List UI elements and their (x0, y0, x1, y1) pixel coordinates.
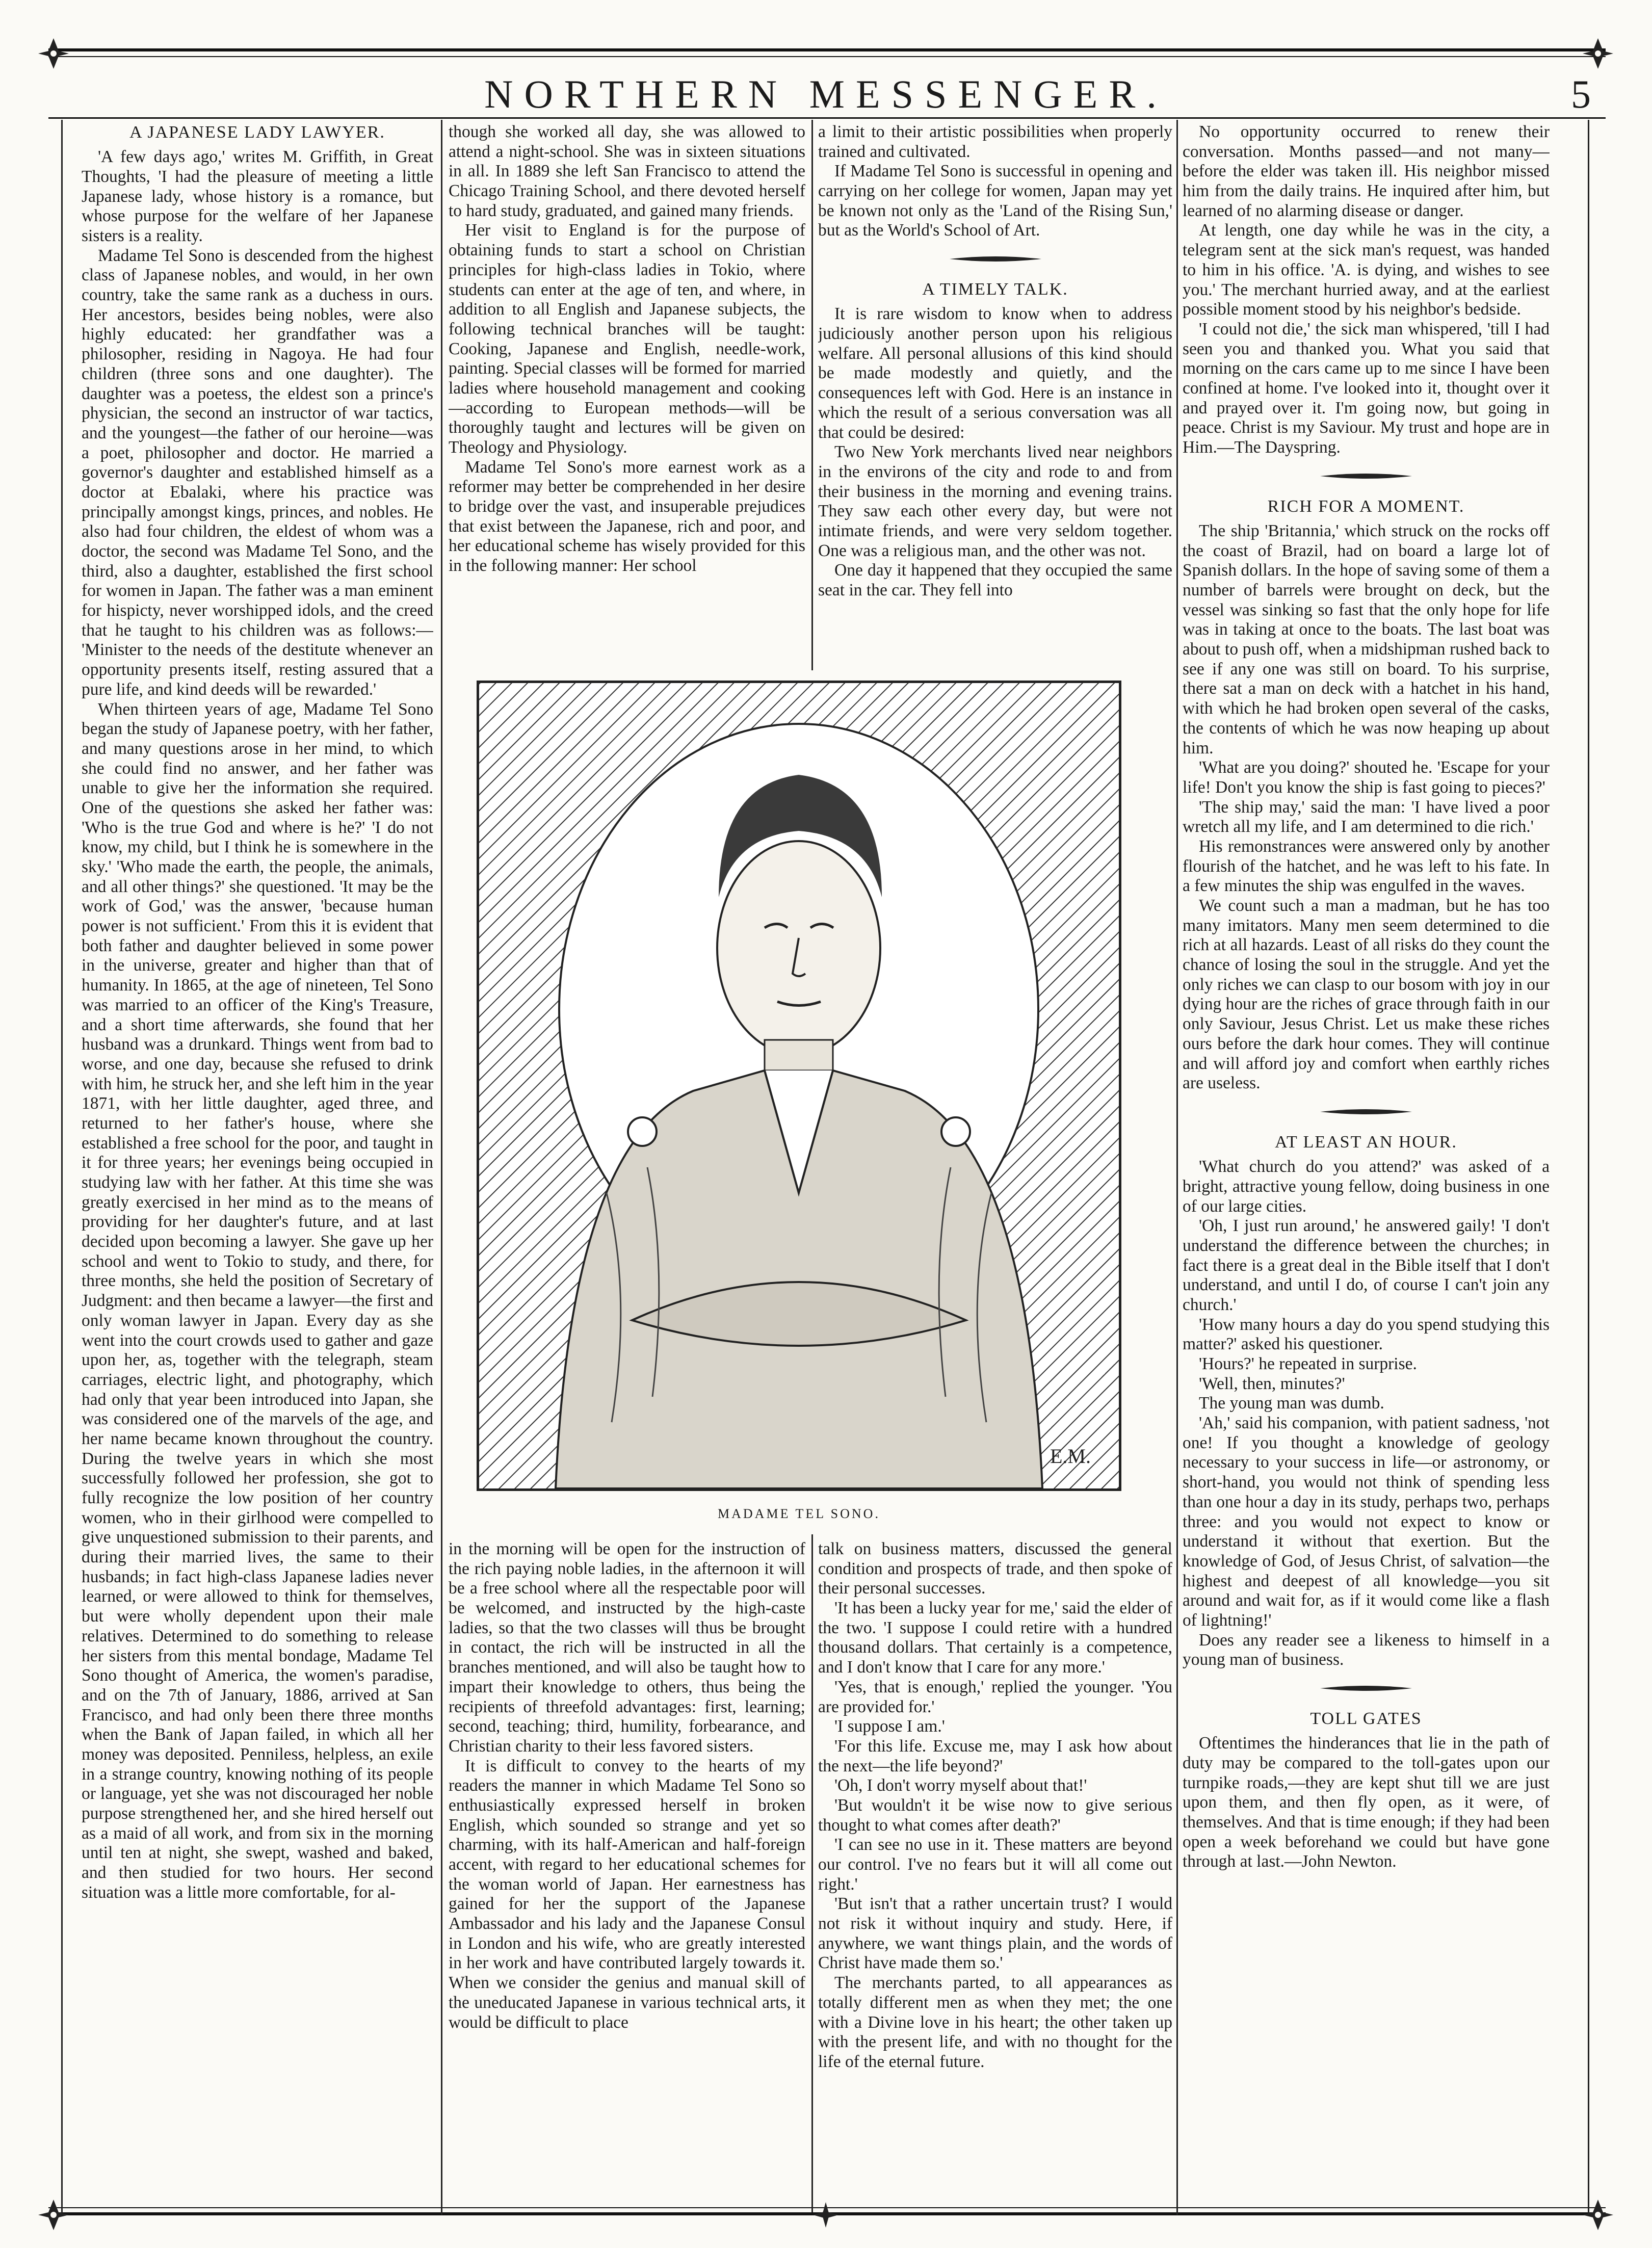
paragraph: Her visit to England is for the purpose of obtaining funds to start a school on Christian principles for high-class ladies in Tokio, where students can enter at the age of ten, and where, in addition to all English and Japanese subjects, the following technical branches will be taught: Cooking, Japanese and English, needle-work, painting. Special classes will be formed for married ladies where household management and cooking—according to European methods—will be thoroughly taught and lectures will be given on Theology and Physiology. (449, 221, 805, 457)
paragraph: At length, one day while he was in the city, a telegram sent at the sick man's request, was handed to him in his office. 'A. is dying, and wishes to see you.' The merchant hurried away, and at the earliest possible moment stood by his neighbor's bedside. (1183, 221, 1550, 319)
paragraph: The merchants parted, to all appearances as totally different men as when they met; the one with a Divine love in his heart; the other taken up with the present life, and with no thought for the life of the eternal future. (818, 1973, 1172, 2071)
column-rule-2b (811, 1534, 813, 2212)
paragraph: 'For this life. Excuse me, may I ask how about the next—the life beyond?' (818, 1736, 1172, 1775)
article-title-timely-talk: A TIMELY TALK. (922, 280, 1068, 299)
paragraph: The ship 'Britannia,' which struck on the rocks off the coast of Brazil, had on board a large lot of Spanish dollars. In the hope of saving some of them a number of barrels were brought on deck, but the vessel was sinking so fast that the only hope for life was in taking at once to the boats. The last boat was about to push off, when a midshipman rushed back to see if any one was still on board. To his surprise, there sat a man on deck with a hatchet in his hand, with which he had broken open several of the casks, the contents of which he was now heaping up about him. (1183, 521, 1550, 757)
paragraph: in the morning will be open for the instruction of the rich paying noble ladies, in the afternoon it will be a free school where all the respectable poor will be welcomed, and instructed by the high-caste ladies, so that the two classes will thus be brought in contact, the rich will be instructed in all the branches mentioned, and will also be taught how to impart their knowledge to others, thus being the recipients of threefold advantages: first, learning; second, teaching; third, humility, forbearance, and Christian charity to their less favored sisters. (449, 1539, 805, 1756)
paragraph: 'I could not die,' the sick man whispered, 'till I had seen you and thanked you. What you said that morning on the cars came up to me since I have been confined at home. I've looked into it, thought over it and prayed over it. I'm going now, but going in peace. Christ is my Saviour. My trust and hope are in Him.—The Dayspring. (1183, 319, 1550, 457)
top-rule-thick (48, 48, 1606, 51)
paragraph: 'It has been a lucky year for me,' said the elder of the two. 'I suppose I could retire with a hundred thousand dollars. That certainly is a competence, and I don't know that I care for any more.' (818, 1599, 1172, 1677)
article-title-least-hour: AT LEAST AN HOUR. (1275, 1132, 1457, 1152)
paragraph: We count such a man a madman, but he has too many imitators. Many men seem determined to die rich at all hazards. Least of all risks do they count the chance of losing the soul in the struggle. And yet the only riches we can clasp to our bosom with joy in our dying hour are the riches of grace through faith in our only Saviour, Jesus Christ. Let us make these riches ours before the dark hour comes. They will continue and will afford joy and comfort when earthly riches are useless. (1183, 896, 1550, 1093)
paragraph: Two New York merchants lived near neighbors in the environs of the city and rode to and from their business in the morning and evening trains. They saw each other every day, but were not intimate friends, and were very seldom together. One was a religious man, and the other was not. (818, 442, 1172, 560)
paragraph: 'But wouldn't it be wise now to give serious thought to what comes after death?' (818, 1795, 1172, 1835)
masthead-title: NORTHERN MESSENGER. (484, 72, 1168, 116)
paragraph: It is rare wisdom to know when to address judiciously another person upon his religious welfare. All personal allusions of this kind should be made modestly and quietly, and the consequences left with God. Here is an instance in which the result of a serious conversation was all that could be desired: (818, 304, 1172, 442)
paragraph: 'Hours?' he repeated in surprise. (1199, 1354, 1417, 1374)
paragraph: If Madame Tel Sono is successful in opening and carrying on her college for women, Japan may yet be known not only as the 'Land of the Rising Sun,' but as the World's School of Art. (818, 162, 1172, 240)
right-border (1588, 120, 1589, 2215)
column-3-top (818, 122, 1172, 663)
paragraph: talk on business matters, discussed the general condition and prospects of trade, and then spoke of their personal successes. (818, 1539, 1172, 1598)
section-divider-icon (1320, 471, 1412, 481)
header-rule (48, 117, 1606, 119)
paragraph: Does any reader see a likeness to himself in a young man of business. (1183, 1630, 1550, 1669)
paragraph: One day it happened that they occupied the same seat in the car. They fell into (818, 561, 1172, 600)
column-2-top (449, 122, 805, 663)
paragraph: 'How many hours a day do you spend studying this matter?' asked his questioner. (1183, 1315, 1550, 1354)
column-rule-1 (441, 120, 442, 2215)
portrait-engraving-icon (479, 683, 1119, 1488)
column-3-bottom (818, 1539, 1172, 2202)
section-divider-icon (1320, 1107, 1412, 1117)
paragraph: a limit to their artistic possibilities when properly trained and cultivated. (818, 122, 1172, 161)
paragraph: His remonstrances were answered only by another flourish of the hatchet, and he was left to his fate. In a few minutes the ship was engulfed in the waves. (1183, 837, 1550, 896)
paragraph: Madame Tel Sono is descended from the highest class of Japanese nobles, and would, in her own country, take the same rank as a duchess in ours. Her ancestors, besides being nobles, were also highly educated: her grandfather was a philosopher, residing in Nagoya. He had four children (three sons and one daughter). The daughter was a poetess, the eldest son a prince's physician, the second an instructor of war tactics, and the youngest—the father of our heroine—was a poet, philosopher and doctor. He married a governor's daughter and established himself as a doctor at Ebalaki, where his practice was principally amongst kings, princes, and nobles. He also had four children, the eldest of whom was a doctor, the second was Madame Tel Sono, and the third, also a daughter, established the first school for women in Japan. The father was a man eminent for hispicty, never worshipped idols, and the creed that he taught to his children was as follows:— 'Minister to the needs of the destitute whenever an opportunity presents itself, resting assured that a pure life, and kind deeds will be rewarded.' (82, 246, 433, 699)
paragraph: 'Ah,' said his companion, with patient sadness, 'not one! If you thought a knowledge of geology necessary to your success in life—or astronomy, or short-hand, you would not think of spending less than one hour a day in its study, perhaps two, perhaps three: and you would not expect to know or understand it without that exertion. But the knowledge of God, of Jesus Christ, of salvation—the highest and deepest of all knowledge—you sit around and wait for, as if it would come like a flash of lightning!' (1183, 1414, 1550, 1630)
article-title-lady-lawyer: A JAPANESE LADY LAWYER. (129, 123, 385, 142)
paragraph: 'I suppose I am.' (834, 1717, 945, 1736)
illustration-caption: MADAME TEL SONO. (718, 1506, 880, 1521)
paragraph: 'Oh, I don't worry myself about that!' (834, 1776, 1087, 1795)
paragraph: It is difficult to convey to the hearts of my readers the manner in which Madame Tel Sono so enthusiastically expressed herself in broken English, which sounded so strange and yet so charming, with its half-American and half-foreign accent, with regard to her educational schemes for the woman world of Japan. Her earnestness has gained for her the support of the Japanese Ambassador and his lady and the Japanese Consul in London and his wife, who are greatly interested in her work and have contributed largely towards it. When we consider the genius and manual skill of the uneducated Japanese in various technical arts, it would be difficult to place (449, 1756, 805, 2032)
portrait-illustration (477, 681, 1121, 1491)
corner-ornament-icon (1580, 2197, 1616, 2233)
column-4 (1183, 122, 1550, 2197)
paragraph: When thirteen years of age, Madame Tel Sono began the study of Japanese poetry, with her father, and many questions arose in her mind, to which she could find no answer, and her father was unable to give her the information she required. One of the questions she asked her father was: 'Who is the true God and where is he?' 'I do not know, my child, but I think he is somewhere in the sky.' 'Who made the earth, the people, the animals, and all other things?' she questioned. 'It may be the work of God,' was the answer, 'because human power is not sufficient.' From this it is evident that both father and daughter believed in some power in the universe, greater and higher than that of humanity. In 1865, at the age of nineteen, Tel Sono was married to an officer of the King's Treasure, and a short time afterwards, she found that her husband was a drunkard. Things went from bad to worse, and one day, because she refused to drink with him, he struck her, and she left him in the year 1871, with her little daughter, aged three, and returned to her father's house, where she established a free school for the poor, and taught in it for three years; her evenings being occupied in studying law with her father. At this time she was greatly exercised in her mind as to the means of providing for her daughter's future, and at last decided upon becoming a lawyer. She gave up her school and went to Tokio to study, and there, for three months, she held the position of Secretary of Judgment: and then became a lawyer—the first and only woman lawyer in Japan. Every day as she went into the court crowds used to gather and gaze upon her, as, together with the telegraph, steam carriages, electric light, and photography, which had only that year been introduced into Japan, she was considered one of the marvels of the age, and her name became known throughout the country. During the twelve years in which she most successfully followed her profession, she got to fully recognize the low position of her country women, who in their girlhood were compelled to give unquestioned submission to their parents, and during their married lives, the same to their husbands; in fact high-class Japanese ladies never learned, or were allowed to think for themselves, but were wholly dependent upon their male relatives. Determined to do something to release her sisters from this mental bondage, Madame Tel Sono thought of America, the women's paradise, and on the 7th of January, 1886, arrived at San Francisco, and had only been there three months when the Bank of Japan failed, in which all her money was deposited. Penniless, helpless, an exile in a strange country, knowing nothing of its people or language, yet she was not discouraged her noble purpose strengthened her, and she hired herself out as a maid of all work, and from six in the morning until ten at night, she swept, washed and baked, and then studied for two hours. Her second situation was a little more comfortable, for al- (82, 699, 433, 1902)
column-2-bottom (449, 1539, 805, 2202)
paragraph: 'Well, then, minutes?' (1199, 1374, 1345, 1393)
paragraph: Oftentimes the hinderances that lie in the path of duty may be compared to the toll-gates upon our turnpike roads,—they are kept shut till we are just upon them, and then fly open, as it were, of themselves. And that is time enough; if they had been open a week beforehand we could but have gone through at last.—John Newton. (1183, 1734, 1550, 1871)
paragraph: though she worked all day, she was allowed to attend a night-school. She was in sixteen situations in all. In 1889 she left San Francisco to attend the Chicago Training School, and there devoted herself to hard study, graduated, and gained many friends. (449, 122, 805, 220)
top-rule-thin (48, 56, 1606, 57)
article-title-rich-moment: RICH FOR A MOMENT. (1267, 496, 1465, 516)
bottom-center-ornament-icon (808, 2197, 844, 2233)
column-rule-2 (811, 120, 813, 670)
corner-ornament-icon (36, 2197, 71, 2233)
paragraph: 'Oh, I just run around,' he answered gaily! 'I don't understand the difference between the churches; in fact there is a great deal in the Bible itself that I don't understand, and until I do, of course I can't join any church.' (1183, 1216, 1550, 1314)
monogram: E.M. (1050, 1445, 1091, 1468)
column-rule-3 (1176, 120, 1178, 2215)
paragraph: Madame Tel Sono's more earnest work as a reformer may better be comprehended in her desire to bridge over the vast, and insuperable prejudices that exist between the Japanese, rich and poor, and her educational scheme has wisely provided for this in the following manner: Her school (449, 457, 805, 576)
paragraph: 'What are you doing?' shouted he. 'Escape for your life! Don't you know the ship is fast going to pieces?' (1183, 758, 1550, 797)
left-border (61, 120, 63, 2215)
column-1 (82, 122, 433, 2197)
paragraph: 'Yes, that is enough,' replied the younger. 'You are provided for.' (818, 1677, 1172, 1716)
corner-ornament-icon (1580, 36, 1616, 71)
paragraph: 'The ship may,' said the man: 'I have lived a poor wretch all my life, and I am determined to die rich.' (1183, 797, 1550, 837)
paragraph: 'What church do you attend?' was asked of a bright, attractive young fellow, doing business in one of our large cities. (1183, 1157, 1550, 1216)
article-title-toll-gates: TOLL GATES (1310, 1709, 1422, 1729)
paragraph: 'But isn't that a rather uncertain trust? I would not risk it without inquiry and study. Here, if anywhere, we want things plain, and the words of Christ have made them so.' (818, 1894, 1172, 1973)
paragraph: No opportunity occurred to renew their conversation. Months passed—and not many—before the elder was taken ill. His neighbor missed him from the daily trains. He inquired after him, but learned of no alarming disease or danger. (1183, 122, 1550, 220)
page-number: 5 (1571, 72, 1591, 116)
paragraph: The young man was dumb. (1199, 1394, 1384, 1413)
section-divider-icon (1320, 1683, 1412, 1693)
corner-ornament-icon (36, 36, 71, 71)
section-divider-icon (950, 254, 1041, 264)
paragraph: 'I can see no use in it. These matters are beyond our control. I've no fears but it will all come out right.' (818, 1835, 1172, 1894)
paragraph: 'A few days ago,' writes M. Griffith, in Great Thoughts, 'I had the pleasure of meeting a little Japanese lady, whose history is a romance, but whose purpose for the welfare of her Japanese sisters is a reality. (82, 147, 433, 246)
